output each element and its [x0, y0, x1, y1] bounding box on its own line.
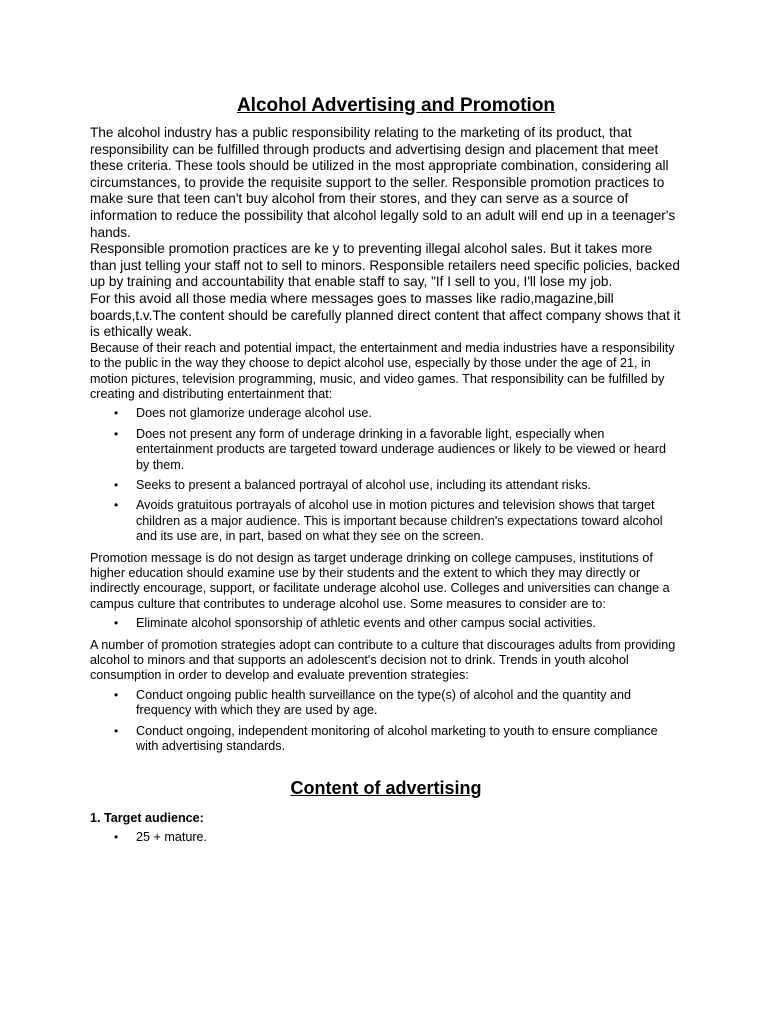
- paragraph-entertainment: Because of their reach and potential impact, the entertainment and media industries have a responsibility to the public in the way they choose to depict alcohol use, especially by those under the age of 21, in motion pictures, television programming, music, and video games. That responsibility can be fulfilled by creating and distributing entertainment that:: [90, 340, 675, 401]
- paragraph-campus: Promotion message is do not design as target underage drinking on college campuses, institutions of higher education should examine use by their students and the extent to which they may directly or indirectly encourage, support, or facilitate underage alcohol use. Colleges and universities can change a campus culture that contributes to underage alcohol use. Some measures to consider are to:: [90, 550, 670, 611]
- bullet-list-monitoring: [90, 688, 682, 755]
- bullet-icon: •: [114, 830, 119, 845]
- bullet-icon: •: [114, 426, 119, 441]
- paragraph-intro: The alcohol industry has a public responsibility relating to the marketing of its product, that responsibility can be fulfilled through products and advertising design and placement that meet these criteria. These tools should be utilized in the most appropriate combination, considering all circumstances, to provide the requisite support to the seller. Responsible promotion practices to make sure that teen can't buy alcohol from their stores, and they can serve as a source of information to reduce the possibility that alcohol legally sold to an adult will end up in a teenager's hands.: [90, 125, 676, 240]
- list-item: • Seeks to present a balanced portrayal of alcohol use, including its attendant risks.: [114, 477, 592, 492]
- bullet-icon: •: [114, 723, 119, 738]
- bullet-list-campus: [90, 616, 682, 631]
- paragraph-strategies: A number of promotion strategies adopt can contribute to a culture that discourages adults from providing alcohol to minors and that supports an adolescent's decision not to drink. Trends in youth alcohol consumption in order to develop and evaluate prevention strategies:: [90, 637, 676, 683]
- page-title: Alcohol Advertising and Promotion: [236, 95, 556, 116]
- bullet-icon: •: [114, 477, 119, 492]
- bullet-icon: •: [114, 616, 119, 631]
- list-item: • Conduct ongoing public health surveillance on the type(s) of alcohol and the quantity and frequency with which they are used by age.: [114, 687, 631, 718]
- bullet-list-entertainment: [90, 406, 682, 544]
- bullet-list-target-audience: [90, 830, 682, 845]
- bullet-icon: •: [114, 406, 119, 421]
- subheading-target-audience: 1. Target audience:: [90, 811, 204, 826]
- list-item: • Does not glamorize underage alcohol use.: [114, 406, 372, 421]
- bullet-icon: •: [114, 498, 119, 513]
- list-item: • Eliminate alcohol sponsorship of athletic events and other campus social activities.: [114, 616, 596, 631]
- section-title-content: Content of advertising: [290, 778, 482, 799]
- list-item: • Conduct ongoing, independent monitoring of alcohol marketing to youth to ensure compliance with advertising standards.: [114, 723, 658, 754]
- list-item: • 25 + mature.: [114, 830, 208, 845]
- bullet-icon: •: [114, 687, 119, 702]
- document-page: [90, 93, 682, 852]
- paragraph-media: For this avoid all those media where messages goes to masses like radio,magazine,bill boards,t.v.The content should be carefully planned direct content that affect company shows that it is ethically weak.: [90, 290, 681, 340]
- list-item: • Avoids gratuitous portrayals of alcohol use in motion pictures and television shows that target children as a major audience. This is important because children's expectations toward alcohol and its use are, in part, based on what they see on the screen.: [114, 498, 663, 544]
- list-item: • Does not present any form of underage drinking in a favorable light, especially when entertainment products are targeted toward underage audiences or likely to be viewed or heard by them.: [114, 426, 666, 472]
- paragraph-responsible-practices: Responsible promotion practices are ke y to preventing illegal alcohol sales. But it takes more than just telling your staff not to sell to minors. Responsible retailers need specific policies, backed up by training and accountability that enable staff to say, "If I sell to you, I'll lose my job.: [90, 241, 680, 290]
